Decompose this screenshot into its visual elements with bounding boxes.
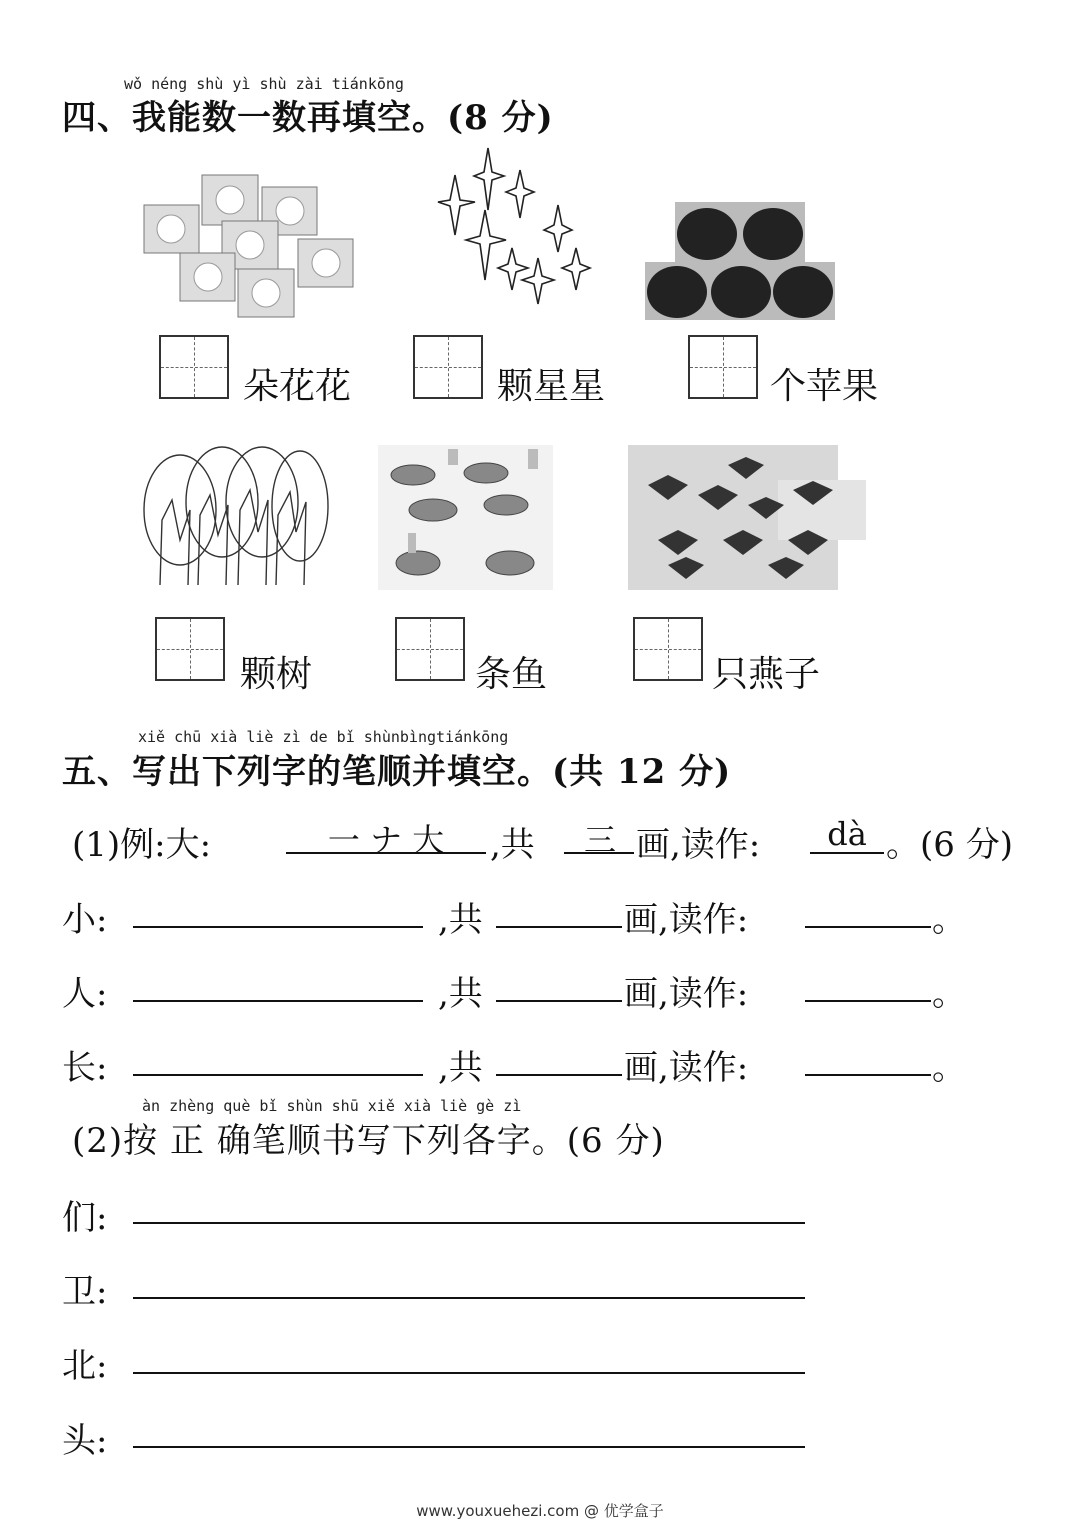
reading-blank-chang[interactable]	[805, 1074, 931, 1076]
strokes-blank-ren[interactable]	[133, 1000, 423, 1002]
count-box-apples[interactable]	[688, 335, 758, 399]
count-blank-chang[interactable]	[496, 1074, 622, 1076]
unit-fish: 条鱼	[475, 654, 548, 695]
row-hua-read-xiao: 画,读作:	[624, 900, 749, 940]
apples-picture	[645, 200, 835, 322]
write-row-label-men: 们:	[62, 1198, 108, 1238]
section5-pinyin: xiě chū xià liè zì de bǐ shùnbìngtiánkōng	[138, 728, 509, 746]
write-line-men[interactable]	[133, 1222, 805, 1224]
row-char-xiao: 小:	[62, 900, 108, 940]
example-end: 。(6 分)	[886, 825, 1013, 865]
unit-stars: 颗星星	[497, 366, 606, 407]
write-line-wei[interactable]	[133, 1297, 805, 1299]
part2-pinyin: àn zhèng què bǐ shùn shū xiě xià liè gè zì	[142, 1097, 522, 1115]
section4-pinyin: wǒ néng shù yì shù zài tiánkōng	[124, 75, 404, 93]
write-line-bei[interactable]	[133, 1372, 805, 1374]
row-hua-read-chang: 画,读作:	[624, 1048, 749, 1088]
count-box-stars[interactable]	[413, 335, 483, 399]
section4-title: 四、我能数一数再填空。(8 分)	[62, 98, 554, 138]
row-hua-read-ren: 画,读作:	[624, 974, 749, 1014]
flowers-picture	[140, 165, 355, 320]
example-count: 三	[583, 821, 616, 859]
example-hua-read: 画,读作:	[636, 825, 761, 865]
row-char-ren: 人:	[62, 974, 108, 1014]
part2-title: (2)按 正 确笔顺书写下列各字。(6 分)	[72, 1121, 665, 1161]
example-reading-line	[810, 852, 884, 854]
example-count-line	[564, 852, 634, 854]
write-line-tou[interactable]	[133, 1446, 805, 1448]
count-box-trees[interactable]	[155, 617, 225, 681]
reading-blank-xiao[interactable]	[805, 926, 931, 928]
footer-watermark: www.youxuehezi.com @ 优学盒子	[416, 1502, 664, 1520]
count-box-fish[interactable]	[395, 617, 465, 681]
example-strokes: 一 ナ 大	[327, 821, 445, 859]
section5-title: 五、写出下列字的笔顺并填空。(共 12 分)	[62, 752, 732, 792]
count-box-swallows[interactable]	[633, 617, 703, 681]
count-box-flowers[interactable]	[159, 335, 229, 399]
count-blank-ren[interactable]	[496, 1000, 622, 1002]
write-row-label-tou: 头:	[62, 1421, 108, 1461]
row-end-ren: 。	[932, 974, 966, 1014]
row-end-xiao: 。	[932, 900, 966, 940]
fish-picture	[378, 445, 553, 590]
example-gong: ,共	[490, 825, 535, 865]
swallows-picture	[628, 445, 866, 590]
row-gong-xiao: ,共	[438, 900, 483, 940]
trees-picture	[140, 440, 330, 590]
unit-swallows: 只燕子	[712, 654, 821, 695]
example-reading: dà	[827, 815, 867, 853]
strokes-blank-xiao[interactable]	[133, 926, 423, 928]
example-strokes-line	[286, 852, 486, 854]
unit-trees: 颗树	[240, 654, 313, 695]
row-char-chang: 长:	[62, 1048, 108, 1088]
reading-blank-ren[interactable]	[805, 1000, 931, 1002]
row-gong-chang: ,共	[438, 1048, 483, 1088]
stars-picture	[430, 140, 600, 310]
unit-flowers: 朵花花	[243, 366, 352, 407]
write-row-label-wei: 卫:	[62, 1272, 108, 1312]
write-row-label-bei: 北:	[62, 1346, 108, 1386]
count-blank-xiao[interactable]	[496, 926, 622, 928]
strokes-blank-chang[interactable]	[133, 1074, 423, 1076]
example-label: (1)例:大:	[72, 825, 212, 865]
row-end-chang: 。	[932, 1048, 966, 1088]
row-gong-ren: ,共	[438, 974, 483, 1014]
unit-apples: 个苹果	[770, 366, 879, 407]
